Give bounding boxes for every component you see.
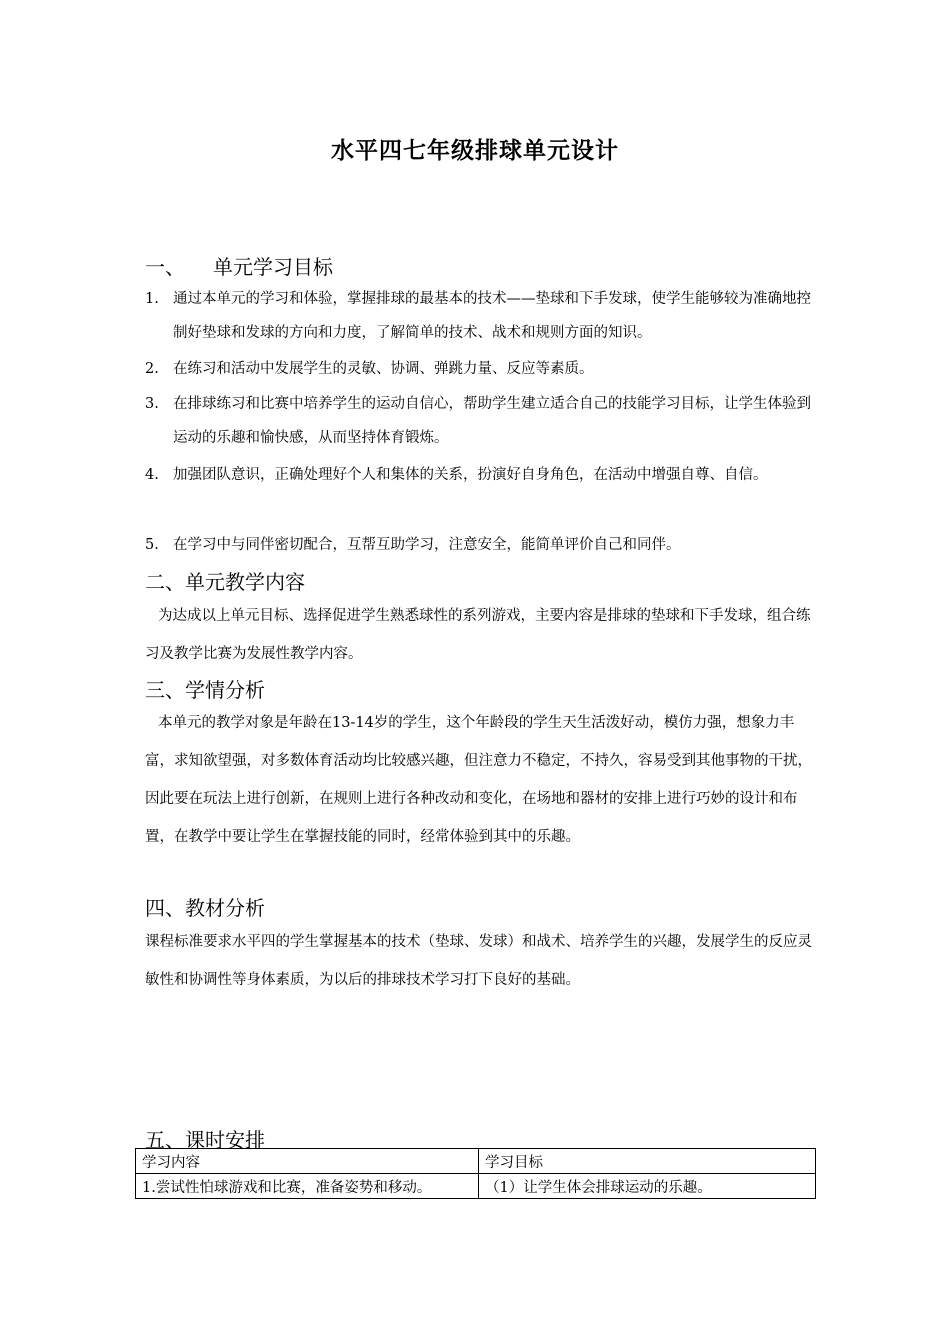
goal-item-3 — [145, 387, 817, 455]
goal-item-number: 2. — [145, 361, 159, 377]
table-header-row — [136, 1149, 816, 1174]
section-1-number: 一、 — [145, 255, 185, 279]
goal-item-4 — [145, 458, 817, 492]
goal-item-text: 在学习中与同伴密切配合，互帮互助学习，注意安全，能简单评价自己和同伴。 — [173, 537, 681, 553]
goal-item-number: 5. — [145, 537, 159, 553]
section-1-title: 单元学习目标 — [213, 255, 333, 279]
section-4-heading: 四、教材分析 — [145, 896, 265, 920]
goal-item-text: 加强团队意识，正确处理好个人和集体的关系，扮演好自身角色，在活动中增强自尊、自信。 — [173, 467, 768, 483]
goal-item-number: 3. — [145, 396, 159, 412]
schedule-table — [135, 1148, 816, 1199]
document-title: 水平四七年级排球单元设计 — [331, 138, 619, 164]
table-cell: （1）让学生体会排球运动的乐趣。 — [479, 1174, 816, 1199]
section-2-heading: 二、单元教学内容 — [145, 570, 305, 594]
table-row — [136, 1174, 816, 1199]
section-1-heading — [145, 251, 333, 280]
table-header-cell: 学习目标 — [479, 1149, 816, 1174]
section-2-body: 为达成以上单元目标、选择促进学生熟悉球性的系列游戏，主要内容是排球的垫球和下手发球，组合练习及教学比赛为发展性教学内容。 — [145, 608, 811, 662]
goal-item-text: 在排球练习和比赛中培养学生的运动自信心，帮助学生建立适合自己的技能学习目标，让学生体验到运动的乐趣和愉快感，从而坚持体育锻炼。 — [173, 396, 811, 446]
table-header-cell: 学习内容 — [136, 1149, 479, 1174]
goal-item-1 — [145, 282, 817, 350]
table-cell: 1.尝试性怕球游戏和比赛，准备姿势和移动。 — [136, 1174, 479, 1199]
section-3-body: 本单元的教学对象是年龄在13-14岁的学生，这个年龄段的学生天生活泼好动，模仿力强，想象力丰富，求知欲望强，对多数体育活动均比较感兴趣，但注意力不稳定，不持久，容易受到其他事物的干扰，因此要在玩法上进行创新，在规则上进行各种改动和变化，在场地和器材的安排上进行巧妙的设计和布置，在教学中要让学生在掌握技能的同时，经常体验到其中的乐趣。 — [145, 715, 812, 845]
goal-item-text: 通过本单元的学习和体验，掌握排球的最基本的技术——垫球和下手发球，使学生能够较为准确地控制好垫球和发球的方向和力度，了解简单的技术、战术和规则方面的知识。 — [173, 291, 811, 341]
goal-item-number: 1. — [145, 291, 159, 307]
goal-item-number: 4. — [145, 467, 159, 483]
section-3-heading: 三、学情分析 — [145, 678, 265, 702]
goal-item-text: 在练习和活动中发展学生的灵敏、协调、弹跳力量、反应等素质。 — [173, 361, 594, 377]
goal-item-5 — [145, 528, 817, 562]
section-4-body: 课程标准要求水平四的学生掌握基本的技术（垫球、发球）和战术、培养学生的兴趣，发展学生的反应灵敏性和协调性等身体素质，为以后的排球技术学习打下良好的基础。 — [145, 934, 812, 988]
section-5-heading: 五、课时安排 — [145, 1128, 265, 1152]
goal-item-2 — [145, 352, 817, 386]
